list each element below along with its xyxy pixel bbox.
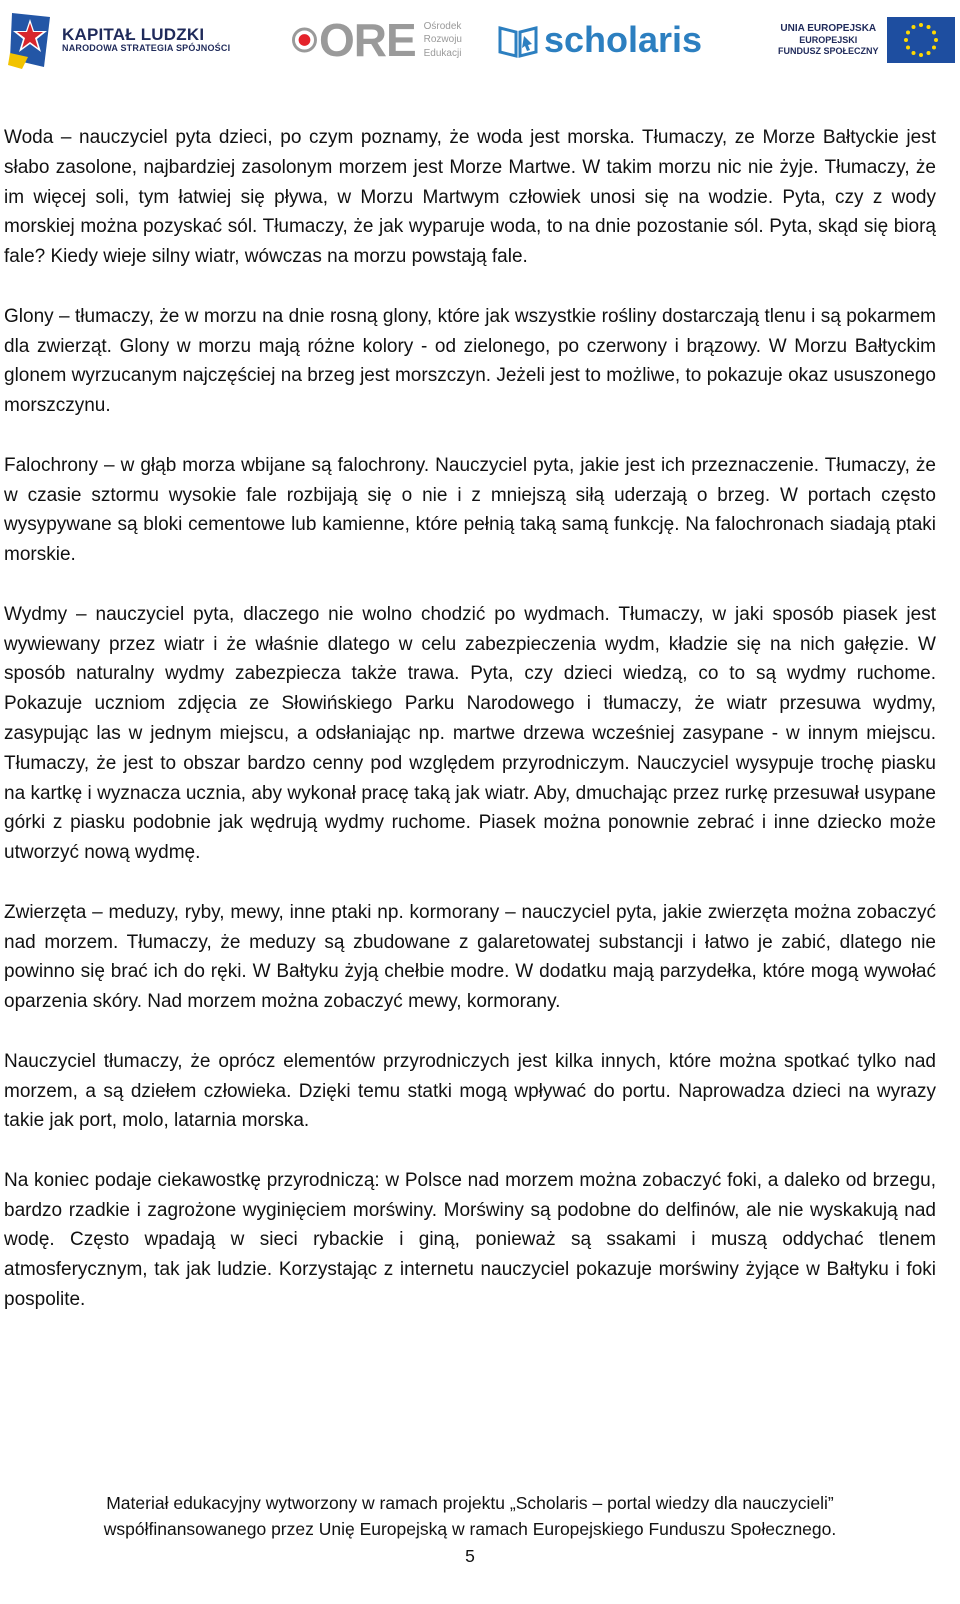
- kapital-ludzki-subtitle: NARODOWA STRATEGIA SPÓJNOŚCI: [62, 43, 231, 54]
- eu-logo: [778, 8, 956, 72]
- kapital-ludzki-star-icon: [8, 9, 54, 71]
- eu-line-1: UNIA EUROPEJSKA: [780, 22, 877, 34]
- ore-name: ORE: [318, 14, 416, 66]
- ore-full-name: [424, 20, 462, 61]
- page-header: [0, 0, 960, 84]
- kapital-ludzki-logo: [8, 8, 243, 72]
- paragraph-wydmy: Wydmy – nauczyciel pyta, dlaczego nie wolno chodzić po wydmach. Tłumaczy, w jaki sposób piasek jest wywiewany przez wiatr i że właśnie dlatego w celu zabezpieczenia wydm, kładzie się na nich gałęzie. W sposób naturalny wydmy zabezpiecza także trawa. Pyta, czy dzieci wiedzą, co to są wydmy ruchome. Pokazuje uczniom zdjęcia ze Słowińskiego Parku Narodowego i tłumaczy, że wiatr przesuwa wydmy, zasypując las w jednym miejscu, a odsłaniając np. martwe drzewa wcześniej zasypane - w innym miejscu. Tłumaczy, że jest to obszar bardzo cenny pod względem przyrodniczym. Nauczyciel wysypuje trochę piasku na kartkę i wyznacza ucznia, aby wykonał pracę taką jak wiatr. Aby, dmuchając przez rurkę przesuwał usypane górki z piasku podobnie jak wędrują wydmy ruchome. Piasek można ponownie zebrać i inne dziecko może utworzyć nową wydmę.: [4, 603, 936, 864]
- ore-line-2: Rozwoju: [423, 34, 462, 46]
- page-number: 5: [465, 1546, 475, 1566]
- paragraph-falochrony: Falochrony – w głąb morza wbijane są falochrony. Nauczyciel pyta, jakie jest ich przeznaczenie. Tłumaczy, że w czasie sztormu wysokie fale rozbijają się o nie i z mniejszą siłą uderzają o brzeg. W portach często wysypywane są bloki cementowe lub kamienne, które pełnią taką samą funkcję. Na falochronach siadają ptaki morskie.: [4, 454, 936, 566]
- paragraph-zwierzeta: Zwierzęta – meduzy, ryby, mewy, inne ptaki np. kormorany – nauczyciel pyta, jakie zwierzęta można zobaczyć nad morzem. Tłumaczy, że meduzy są zbudowane z galaretowatej substancji i łatwo je zabić, dlatego nie powinno się brać ich do ręki. W Bałtyku żyją chełbie modre. W dodatku mają parzydełka, które mogą wywołać oparzenia skóry. Nad morzem można zobaczyć mewy, kormorany.: [4, 901, 936, 1013]
- scholaris-book-icon: [496, 18, 540, 62]
- page-footer: [0, 1490, 940, 1542]
- footer-line-1: Materiał edukacyjny wytworzony w ramach projektu „Scholaris – portal wiedzy dla nauczycieli”: [106, 1493, 834, 1513]
- paragraph-woda: Woda – nauczyciel pyta dzieci, po czym poznamy, że woda jest morska. Tłumaczy, ze Morze Bałtyckie jest słabo zasolone, najbardziej zasolonym morzem jest Morze Martwe. W takim morzu nic nie żyje. Tłumaczy, że im więcej soli, tym łatwiej się pływa, w Morzu Martwym człowiek unosi się na wodzie. Pyta, czy z wody morskiej można pozyskać sól. Tłumaczy, że jak wyparuje woda, to na dnie pozostanie sól. Pyta, skąd się biorą fale? Kiedy wieje silny wiatr, wówczas na morzu powstają fale.: [4, 127, 936, 268]
- eu-text: [778, 23, 879, 58]
- scholaris-logo: [496, 8, 721, 72]
- ore-logo: [292, 8, 462, 72]
- footer-line-2: współfinansowanego przez Unię Europejską w ramach Europejskiego Funduszu Społecznego.: [103, 1519, 837, 1539]
- eu-line-3: FUNDUSZ SPOŁECZNY: [778, 46, 879, 57]
- ore-circle-icon: [292, 23, 317, 57]
- paragraph-ciekawostka: Na koniec podaje ciekawostkę przyrodniczą: w Polsce nad morzem można zobaczyć foki, a daleko od brzegu, bardzo rzadkie i zagrożone wyginięciem morświny. Morświny są podobne do delfinów, ale nie wyskakują nad wodę. Często wpadają w sieci rybackie i giną, ponieważ są ssakami i muszą oddychać tlenem atmosferycznym, tak jak ludzie. Korzystając z internetu nauczyciel pokazuje morświny żyjące w Bałtyku i foki pospolite.: [4, 1169, 936, 1311]
- ore-line-3: Edukacji: [423, 47, 462, 59]
- ore-line-1: Ośrodek: [423, 20, 462, 32]
- eu-flag-icon: [887, 17, 955, 63]
- document-body: [4, 123, 936, 1345]
- paragraph-glony: Glony – tłumaczy, że w morzu na dnie rosną glony, które jak wszystkie rośliny dostarczają tlenu i są pokarmem dla zwierząt. Glony w morzu mają różne kolory - od zielonego, po czerwony i brązowy. W Morzu Bałtyckim glonem wyrzucanym najczęściej na brzeg jest morszczyn. Jeżeli jest to możliwe, to pokazuje okaz ususzonego morszczynu.: [4, 305, 936, 417]
- kapital-ludzki-text: [62, 26, 230, 55]
- kapital-ludzki-title: KAPITAŁ LUDZKI: [62, 24, 205, 44]
- scholaris-name: scholaris: [544, 19, 703, 60]
- eu-line-2: EUROPEJSKI: [799, 35, 858, 45]
- paragraph-port: Nauczyciel tłumaczy, że oprócz elementów przyrodniczych jest kilka innych, które można spotkać tylko nad morzem, a są dziełem człowieka. Dzięki temu statki mogą wpływać do portu. Naprowadza dzieci na wyrazy takie jak port, molo, latarnia morska.: [4, 1050, 936, 1132]
